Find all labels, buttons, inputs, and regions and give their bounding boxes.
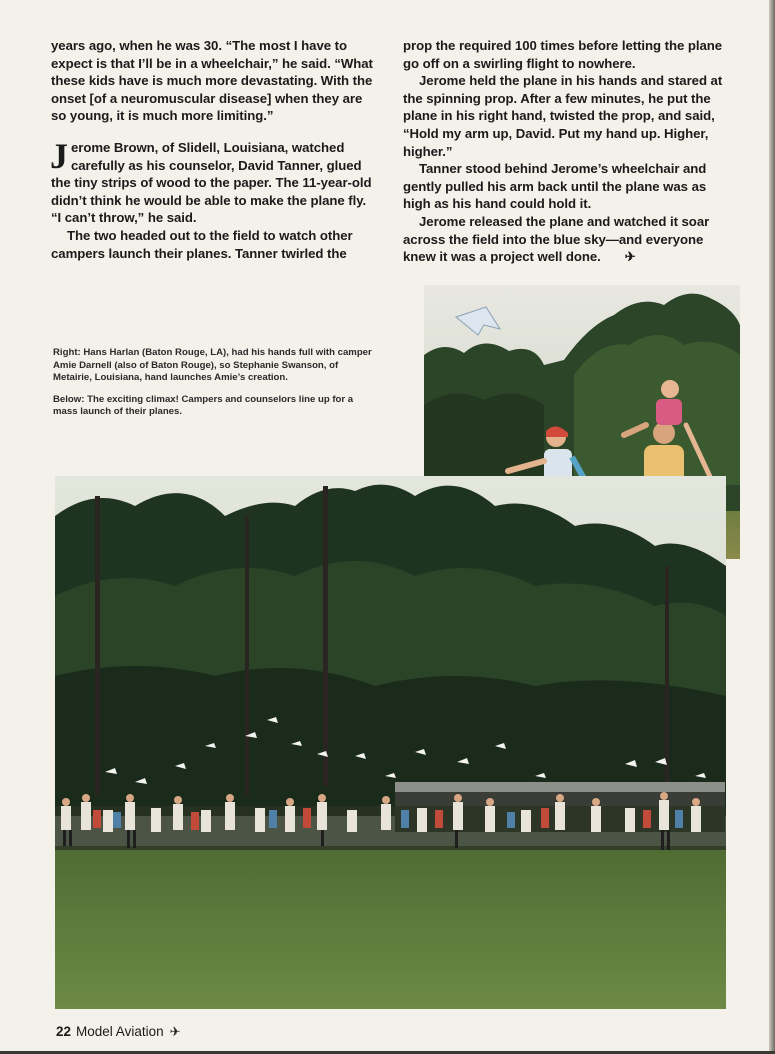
article-column-left	[51, 37, 373, 262]
publication-name: Model Aviation	[76, 1024, 164, 1039]
caption-below: Below: The exciting climax! Campers and counselors line up for a mass launch of their planes.	[53, 393, 354, 418]
end-mark-plane-icon: ✈	[624, 249, 636, 265]
photo-mass-launch	[55, 476, 726, 1009]
paragraph-3: The two headed out to the field to watch other campers launch their planes. Tanner twirled the	[51, 227, 353, 261]
plane-icon: ✈	[169, 1024, 181, 1039]
caption-right: Right: Hans Harlan (Baton Rouge, LA), had his hands full with camper Amie Darnell (also of Baton Rouge), so Stephanie Swanson, of Metairie, Louisiana, hand launches Amie’s creation.	[53, 347, 372, 384]
paragraph-5: Jerome held the plane in his hands and stared at the spinning prop. After a few minutes, he put the plane in his right hand, twisted the prop, and said, “Hold my arm up, David. Put my hand up. Higher, higher.”	[403, 73, 723, 159]
paragraph-1: years ago, when he was 30. “The most I have to expect is that I’ll be in a wheelchair,” he said. “What these kids have is much more devastating. With the onset [of a neuromuscular disease] when they are so young, it is much more limiting.”	[51, 38, 373, 124]
paragraph-2-text: erome Brown, of Slidell, Louisiana, watched carefully as his counselor, David Tanner, glued the tiny strips of wood to the paper. The 11-year-old didn’t think he would be able to make the plane fly. “I can’t throw,” he said.	[51, 139, 372, 226]
paragraph-7-text: Jerome released the plane and watched it soar across the field into the blue sky—and everyone knew it was a project well done.	[403, 213, 710, 265]
paragraph-6: Tanner stood behind Jerome’s wheelchair and gently pulled his arm back until the plane was as high as his hand could hold it.	[403, 161, 707, 212]
page-footer	[56, 1024, 181, 1040]
paragraph-7	[403, 213, 733, 266]
paragraph-4: prop the required 100 times before letting the plane go off on a swirling flight to nowhere.	[403, 38, 723, 71]
page-number: 22	[56, 1024, 72, 1039]
photo-captions	[53, 347, 373, 428]
article-column-right	[403, 37, 733, 266]
drop-cap: J	[50, 135, 68, 176]
paragraph-2	[50, 135, 373, 227]
page-edge	[769, 0, 775, 1054]
photo-mass-launch-image	[55, 476, 726, 1009]
